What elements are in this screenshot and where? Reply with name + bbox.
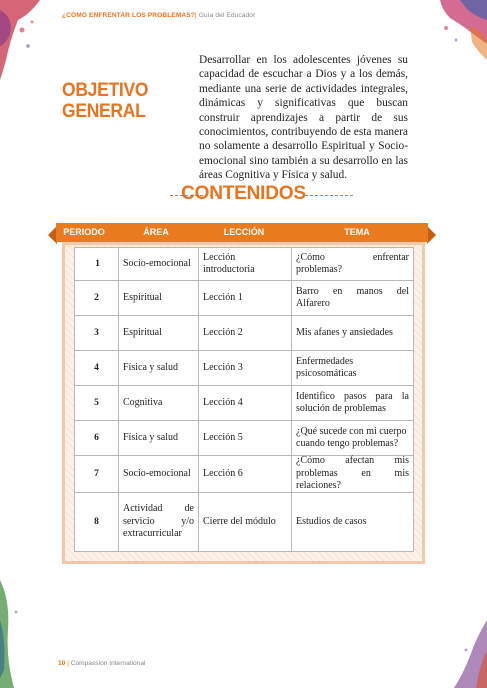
cell-theme-text: Barro en manos del Alfarero [296, 285, 409, 309]
cell-lesson [198, 247, 292, 281]
cell-lesson-text: Lección 6 [203, 467, 243, 479]
cell-area-text: Física y salud [123, 431, 178, 443]
cell-theme [291, 247, 414, 281]
cell-period: 3 [74, 315, 119, 351]
contents-table-header [52, 223, 432, 242]
cell-theme [291, 455, 414, 493]
header-guide-label: Guía del Educador [198, 12, 256, 19]
cell-area-text: Espiritual [123, 291, 162, 303]
cell-area-text: Cognitiva [123, 396, 163, 408]
footer-separator: | [67, 660, 69, 667]
cell-lesson [198, 315, 292, 351]
cell-area-text: Espiritual [123, 326, 162, 338]
objective-title-line2: GENERAL [62, 101, 146, 122]
cell-theme [291, 350, 414, 386]
cell-area-text: Socio-emocional [123, 467, 191, 479]
watercolor-decoration-bottom-right [440, 620, 487, 688]
cell-theme-text: Identifico pasos para la solución de problemas [296, 390, 409, 414]
cell-area [118, 350, 199, 386]
heading-dash-left [170, 195, 218, 196]
objective-text: Desarrollar en los adolescentes jóvenes su capacidad de escuchar a Dios y a los demás, mediante una serie de actividades integrales, dinámicas y significativas que buscan construir aprendizajes a partir de sus conocimientos, contribuyendo de esta manera no solamente a desarrollo Espiritual y Socio-emocional sino también a su desarrollo en las áreas Cognitiva y Física y salud. [199, 54, 408, 182]
cell-lesson-text: Lección 4 [203, 396, 243, 408]
column-header-theme: TEMA [344, 227, 370, 237]
cell-theme-text: Estudios de casos [296, 515, 367, 527]
watercolor-decoration-top-left [0, 0, 62, 90]
cell-theme [291, 385, 414, 421]
cell-period: 7 [74, 455, 119, 493]
header-ribbon-right-fold [427, 226, 436, 244]
heading-dash-right [305, 195, 353, 196]
cell-lesson-text: Cierre del módulo [203, 515, 276, 527]
cell-theme-text: ¿Qué sucede con mi cuerpo cuando tengo problemas? [296, 425, 407, 449]
cell-theme [291, 315, 414, 351]
page-footer [58, 660, 146, 667]
cell-theme-text: Mis afanes y ansiedades [296, 326, 393, 338]
watercolor-decoration-top-right [420, 0, 487, 70]
page-header [62, 12, 255, 19]
cell-theme [291, 280, 414, 316]
contents-title: CONTENIDOS [181, 183, 306, 204]
cell-lesson [198, 420, 292, 456]
cell-period: 8 [74, 492, 119, 552]
column-header-lesson: LECCIÓN [223, 227, 265, 237]
cell-area [118, 315, 199, 351]
cell-lesson-text: Lección 5 [203, 431, 243, 443]
cell-lesson-text: Lección 3 [203, 361, 243, 373]
cell-theme [291, 420, 414, 456]
cell-period: 5 [74, 385, 119, 421]
cell-theme-text: ¿Cómo enfrentar problemas? [296, 251, 409, 275]
footer-organization: Compassion International [70, 660, 146, 667]
watercolor-decoration-bottom-left [0, 560, 40, 688]
cell-lesson [198, 492, 292, 552]
cell-area [118, 280, 199, 316]
cell-area [118, 247, 199, 281]
cell-theme-text: Enfermedades psicosomáticas [296, 355, 357, 379]
column-header-area: ÁREA [143, 227, 169, 237]
cell-lesson [198, 350, 292, 386]
objective-title-line1: OBJETIVO [62, 80, 149, 101]
cell-lesson-text: Lección introductoria [203, 251, 255, 275]
cell-lesson-text: Lección 2 [203, 326, 243, 338]
column-header-period: PERIODO [63, 227, 105, 237]
cell-period: 6 [74, 420, 119, 456]
cell-lesson [198, 280, 292, 316]
objective-title [62, 80, 148, 122]
cell-area [118, 420, 199, 456]
cell-period: 1 [74, 247, 121, 281]
header-separator: | [194, 12, 197, 19]
cell-lesson [198, 455, 292, 493]
cell-area-text: Actividad de servicio y/o extracurricular [123, 503, 194, 540]
cell-area-text: Socio-emocional [123, 257, 191, 269]
contents-table [62, 242, 425, 564]
cell-lesson-text: Lección 1 [203, 291, 243, 303]
cell-theme-text: ¿Cómo afectan mis problemas en mis relaciones? [296, 455, 409, 492]
cell-theme [291, 492, 414, 552]
cell-period: 2 [74, 280, 119, 316]
cell-period: 4 [74, 350, 119, 386]
header-section-title: ¿CÓMO ENFRENTAR LOS PROBLEMAS? [62, 12, 195, 19]
cell-area [118, 385, 199, 421]
cell-area [118, 455, 199, 493]
contents-heading [0, 183, 487, 205]
cell-lesson [198, 385, 292, 421]
page-number: 10 [58, 660, 66, 667]
cell-area [118, 492, 199, 552]
cell-area-text: Física y salud [123, 361, 178, 373]
